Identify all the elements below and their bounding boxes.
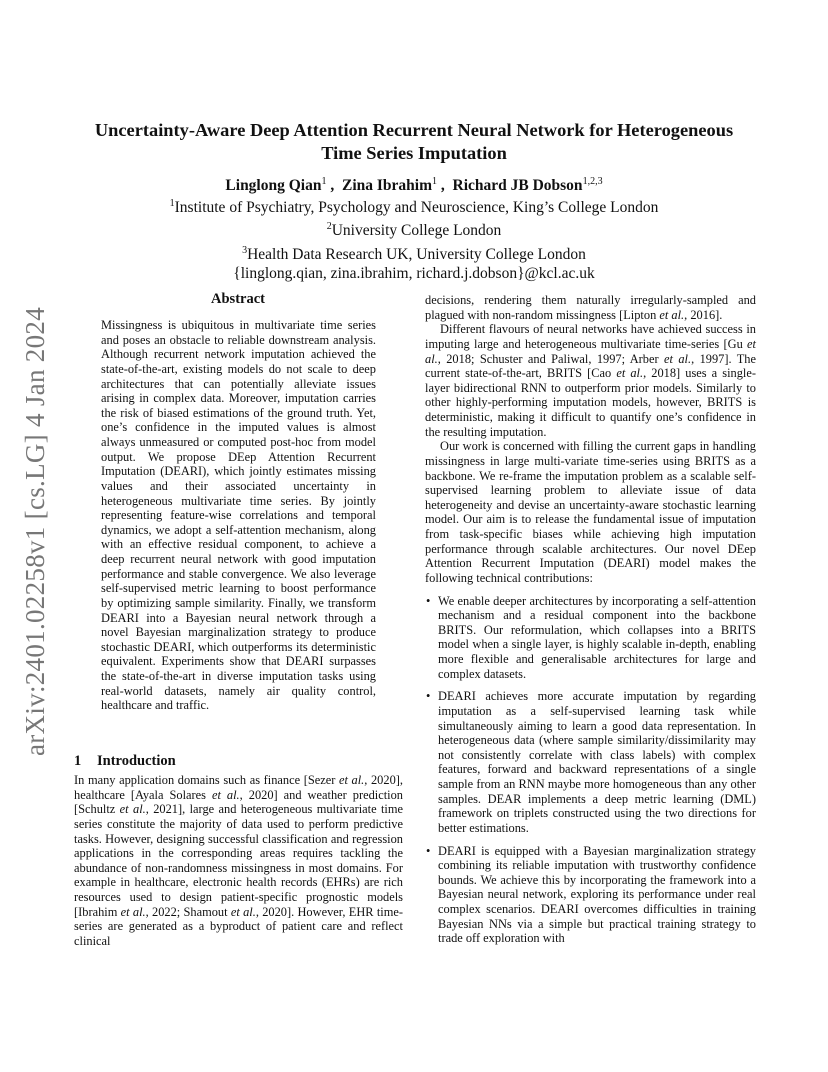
affiliation: $^1$Institute of Psychiatry, Psychology and Neuroscience, King’s College London <box>169 198 659 217</box>
author-name: Zina Ibrahim <box>341 177 432 195</box>
bullet-icon: • <box>426 689 431 704</box>
section-heading <box>74 753 176 770</box>
author-name: Linglong Qian <box>225 177 322 195</box>
list-item: • We enable deeper architectures by incorporating a self-attention mechanism and a residual component into the backbone BRITS. Our reformulation, which collapses into a BRITS model when a single layer, is highly scalable in-depth, enabling more flexible and generalisable architectures for large and complex datasets. <box>426 593 756 681</box>
abstract-text: Missingness is ubiquitous in multivariate time series and poses an obstacle to reliable downstream analysis. Although recurrent network imputation achieved the state-of-the-art, existing models do not scale to deep architectures that can potentially alleviate issues arising in complex data. Moreover, imputation carries the risk of biased estimations of the ground truth. Yet, one’s confidence in the imputed values is almost always unmeasured or computed post-hoc from model output. We propose DEep Attention Recurrent Imputation (DEARI), which jointly estimates missing values and their associated uncertainty in heterogeneous multivariate time series. By jointly representing feature-wise correlations and temporal dynamics, we adopt a self-attention mechanism, along with an effective residual component, to achieve a deep recurrent neural network with good imputation performance and stable convergence. We also leverage self-supervised metric learning to boost performance by optimizing sample similarity. Finally, we transform DEARI into a Bayesian neural network through a novel Bayesian marginalization strategy to produce stochastic DEARI, which outperforms its deterministic equivalent. Experiments show that DEARI surpasses the state-of-the-art in diverse imputation tasks using real-world datasets, namely air quality control, healthcare and traffic. <box>101 318 376 713</box>
author-affil-mark: 1 <box>432 176 437 187</box>
affiliation: $^3$Health Data Research UK, University College London <box>242 244 586 263</box>
author-name: Richard JB Dobson <box>452 177 583 195</box>
abstract-heading: Abstract <box>211 291 265 307</box>
list-item: • DEARI is equipped with a Bayesian marginalization strategy combining its reliable imputation with trustworthy confidence bounds. We achieve this by incorporating the framework into a Bayesian neural network, exploring its performance under real complex scenarios. DEARI overcomes difficulties in training Bayesian NNs via a simple but practical training strategy to trade off exploration with <box>426 843 756 946</box>
intro-paragraph: In many application domains such as finance [Sezer et al., 2020], healthcare [Ayala Solares et al., 2020] and weather prediction [Schultz et al., 2021], large and heterogeneous multivariate time series constitute the majority of data used to perform predictive tasks. However, designing successful classification and regression applications in the corresponding areas requires tackling the abundance of non-randomness missingness in most domains. For example in healthcare, electronic health records (EHRs) are rich resources used to design patient-specific prognostic models [Ibrahim et al., 2022; Shamout et al., 2020]. However, EHR time-series are generated as a byproduct of patient care and reflect clinical <box>74 773 404 948</box>
body-paragraph: Different flavours of neural networks have achieved success in imputing large and heterogeneous multivariate time-series [Gu et al., 2018; Schuster and Paliwal, 1997; Arber et al., 1997]. The current state-of-the-art, BRITS [Cao et al., 2018] uses a single-layer bidirectional RNN to outperform prior models. Similarly to other highly-performing imputation models, however, BRITS is deterministic, making it difficult to quantify one’s confidence in the resulting imputation. <box>425 322 757 439</box>
affiliation: $^2$University College London <box>326 221 502 240</box>
author-affil-mark: 1,2,3 <box>582 176 603 187</box>
list-item: • DEARI achieves more accurate imputation by regarding imputation as a self-supervised learning task while simultaneously aiming to learn a good data representation. In heterogeneous data (where sample similarity/dissimilarity may not consistently correlate with class labels) with complex features, forward and backward representations of a single sample from an RNN maybe more homogeneous than any other samples. DEAR implements a deep metric learning (DML) framework on triplets constructed using the two directions for better estimations. <box>426 689 756 835</box>
author-affil-mark: 1 <box>321 176 327 187</box>
section-number: 1 <box>74 753 82 769</box>
author-list: Linglong Qian$^1$ , Zina Ibrahim$^1$ , Richard JB Dobson$^{1,2,3}$ <box>225 176 603 195</box>
arxiv-identifier: arXiv:2401.02258v1 [cs.LG] 4 Jan 2024 <box>20 306 51 756</box>
paper-title <box>60 119 768 165</box>
bullet-icon: • <box>426 593 431 608</box>
arxiv-sidebar <box>16 296 56 766</box>
body-paragraph: Our work is concerned with filling the current gaps in handling missingness in large multi-variate time-series using BRITS as a backbone. We re-frame the imputation problem as a scalable self-supervised learning problem to alleviate issue of data heterogeneity and devise an uncertainty-aware stochastic learning model. Our aim is to release the fundamental issue of imputation from task-specific biases while achieving high imputation performance through scalable architectures. Our novel DEep Attention Recurrent Imputation (DEARI) model makes the following technical contributions: <box>425 439 756 585</box>
section-title: Introduction <box>97 753 176 769</box>
author-emails: {linglong.qian, zina.ibrahim, richard.j.dobson}@kcl.ac.uk <box>233 265 595 283</box>
title-line-1: Uncertainty-Aware Deep Attention Recurrent Neural Network for Heterogeneous <box>94 120 734 140</box>
right-column <box>425 293 756 954</box>
contribution-list <box>425 594 756 946</box>
affiliations <box>60 194 768 283</box>
body-paragraph: decisions, rendering them naturally irregularly-sampled and plagued with non-random missingness [Lipton et al., 2016]. <box>425 293 756 322</box>
title-line-2: Time Series Imputation <box>321 143 507 163</box>
bullet-icon: • <box>426 843 431 858</box>
